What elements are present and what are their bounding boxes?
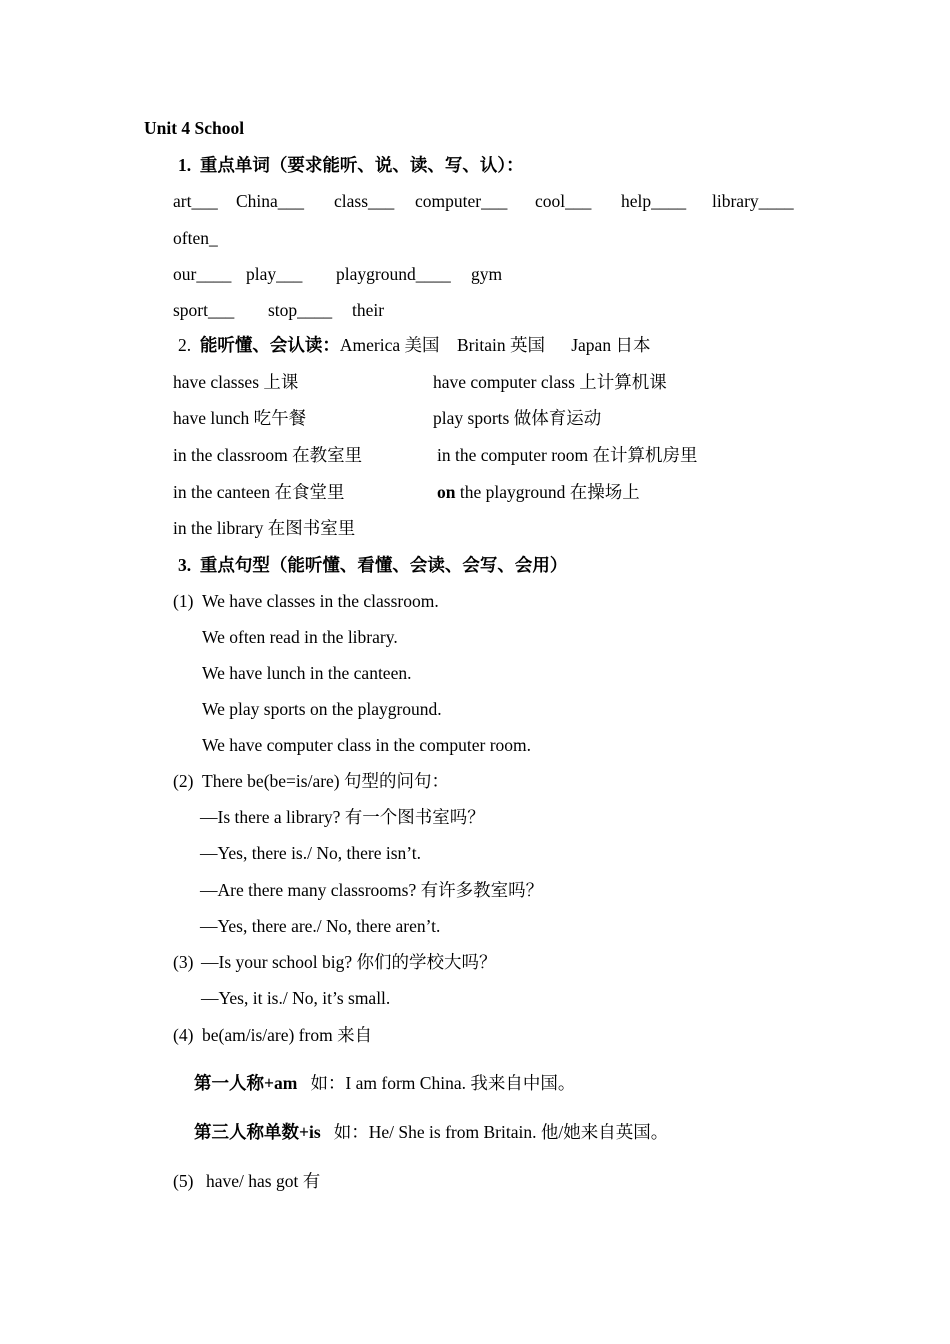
example: 如：I am form China. 我来自中国。: [310, 1073, 576, 1093]
rule-line: [194, 1121, 668, 1143]
sentence: We often read in the library.: [202, 627, 398, 647]
word: art___: [173, 191, 218, 211]
rule-label: 第三人称单数+is: [194, 1122, 321, 1142]
item-label: (5): [173, 1171, 194, 1191]
word: play___: [246, 264, 303, 284]
section-3-heading: [178, 554, 567, 576]
word: playground____: [336, 264, 451, 284]
sentence: We have lunch in the canteen.: [202, 663, 412, 683]
word: gym: [471, 264, 503, 284]
word: sport___: [173, 300, 235, 320]
bold-word: on: [437, 482, 456, 502]
phrase-text: the playground 在操场上: [455, 482, 640, 502]
sentence: We have classes in the classroom.: [202, 591, 439, 611]
section-number: 1.: [178, 155, 192, 175]
section-1-heading: [178, 154, 524, 176]
sentence: —Is there a library? 有一个图书室吗？: [200, 807, 485, 827]
word: our____: [173, 264, 232, 284]
sentence: —Yes, there is./ No, there isn’t.: [200, 843, 422, 863]
sentence: be(am/is/are) from 来自: [202, 1025, 373, 1045]
section-number: 3.: [178, 555, 192, 575]
word: computer___: [415, 191, 508, 211]
section-title: 重点句型（能听懂、看懂、会读、会写、会用）: [199, 555, 568, 575]
doc-title: Unit 4 School: [144, 118, 245, 138]
sentence: —Is your school big? 你们的学校大吗？: [201, 952, 497, 972]
item-label: (1): [173, 591, 194, 611]
sentence: have/ has got 有: [206, 1171, 321, 1191]
sentence: —Yes, there are./ No, there aren’t.: [200, 916, 441, 936]
section-title: 能听懂、会认读：: [199, 335, 340, 355]
phrase: play sports 做体育运动: [433, 408, 602, 428]
item-label: (3): [173, 952, 194, 972]
word: often_: [173, 228, 218, 248]
sentence: —Are there many classrooms? 有许多教室吗？: [200, 880, 544, 900]
section-2-heading: [178, 334, 650, 356]
sentence: There be(be=is/are) 句型的问句：: [202, 771, 450, 791]
phrase: in the classroom 在教室里: [173, 445, 363, 465]
word: stop____: [268, 300, 333, 320]
word: help____: [621, 191, 687, 211]
sentence: —Yes, it is./ No, it’s small.: [201, 988, 391, 1008]
item-label: (4): [173, 1025, 194, 1045]
phrase: Britain 英国: [457, 335, 545, 355]
word: China___: [236, 191, 305, 211]
sentence: We play sports on the playground.: [202, 699, 442, 719]
phrase: have lunch 吃午餐: [173, 408, 307, 428]
phrase: in the library 在图书室里: [173, 518, 356, 538]
item-label: (2): [173, 771, 194, 791]
phrase: have computer class 上计算机课: [433, 372, 667, 392]
phrase: America 美国: [339, 335, 440, 355]
word: their: [352, 300, 385, 320]
section-title: 重点单词（要求能听、说、读、写、认）：: [199, 155, 524, 175]
sentence: We have computer class in the computer room.: [202, 735, 532, 755]
phrase: in the computer room 在计算机房里: [437, 445, 698, 465]
word: library____: [712, 191, 794, 211]
phrase: in the canteen 在食堂里: [173, 482, 345, 502]
word: class___: [334, 191, 395, 211]
word: cool___: [535, 191, 592, 211]
section-number: 2.: [178, 335, 192, 355]
rule-label: 第一人称+am: [194, 1073, 298, 1093]
rule-line: [194, 1072, 575, 1094]
phrase: have classes 上课: [173, 372, 299, 392]
phrase: Japan 日本: [571, 335, 651, 355]
phrase: [437, 481, 640, 503]
example: 如：He/ She is from Britain. 他/她来自英国。: [333, 1122, 669, 1142]
